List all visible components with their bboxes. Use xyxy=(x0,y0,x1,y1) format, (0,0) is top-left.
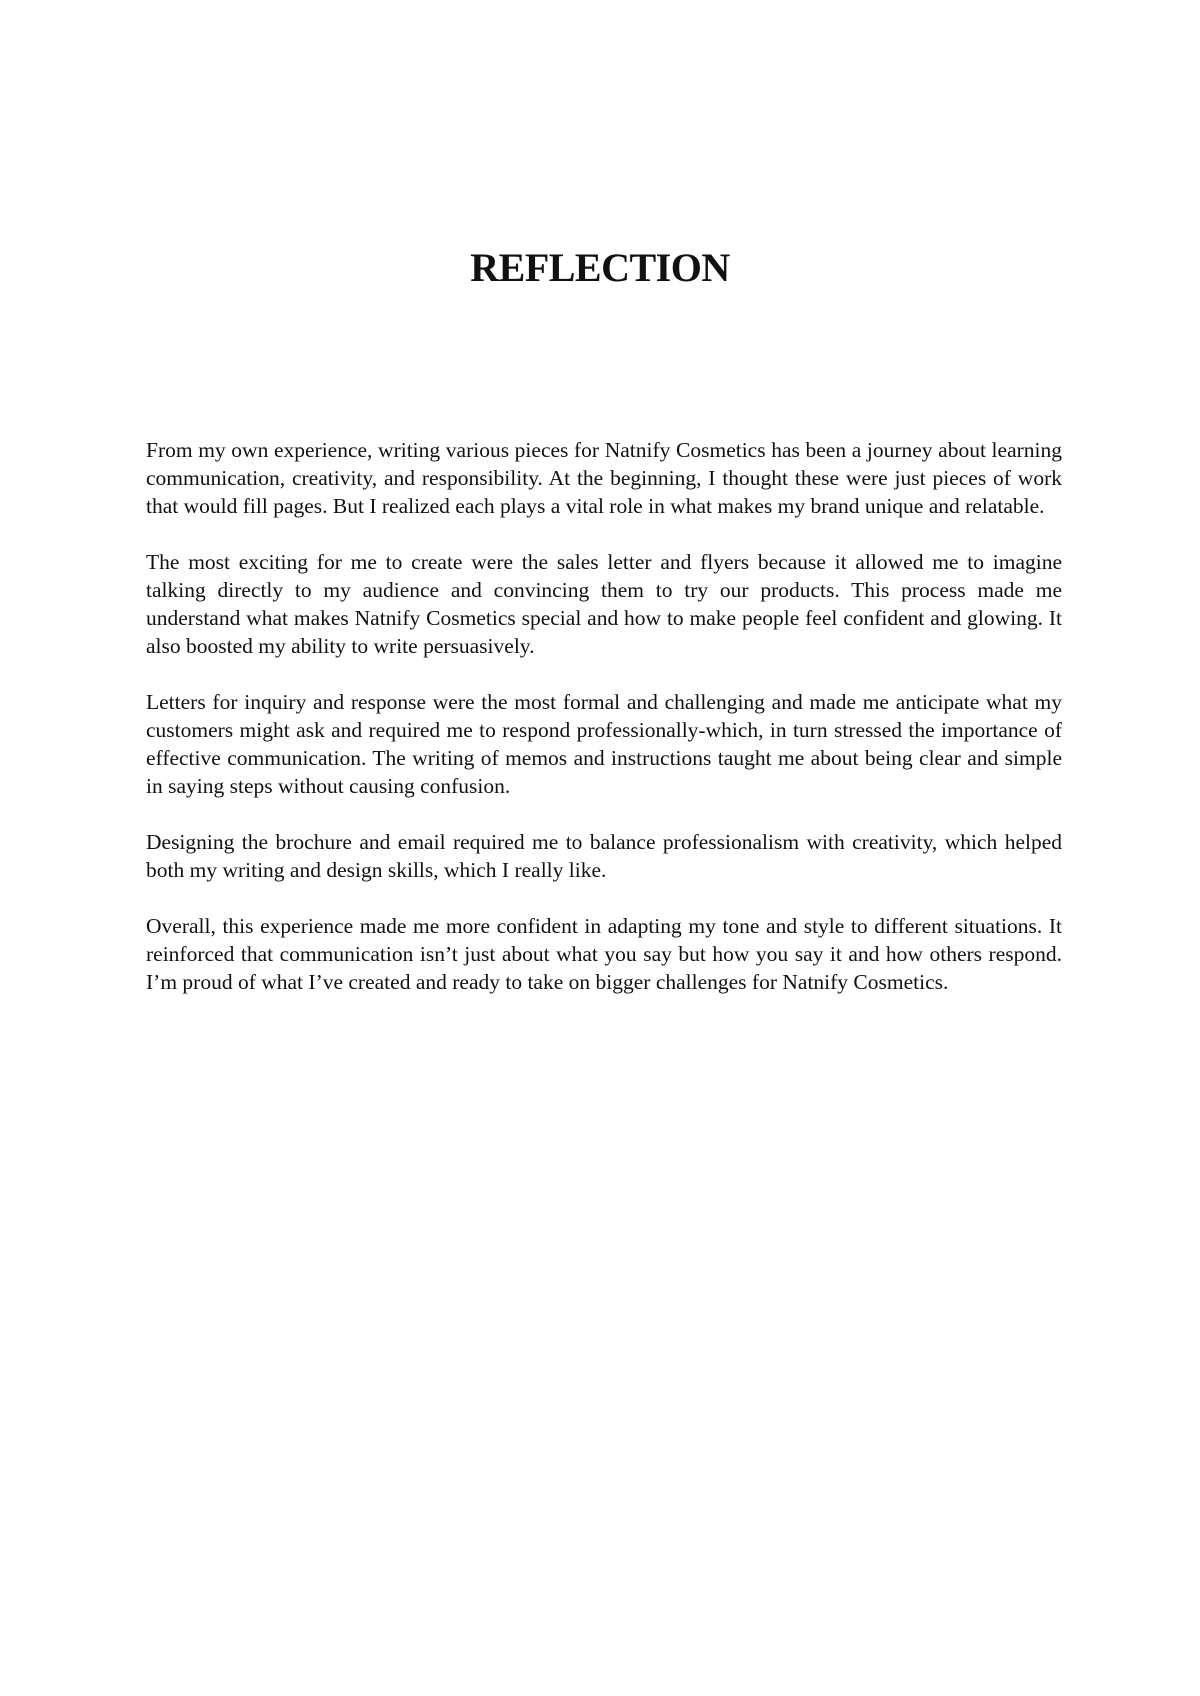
page-title: REFLECTION xyxy=(470,245,730,290)
paragraph-3: Letters for inquiry and response were the most formal and challenging and made me anticipate what my customers might ask and required me to respond professionally-which, in turn stressed the importance of effective communication. The writing of memos and instructions taught me about being clear and simple in saying steps without causing confusion. xyxy=(146,690,1062,798)
reflection-body xyxy=(146,436,1062,1024)
paragraph-5: Overall, this experience made me more confident in adapting my tone and style to different situations. It reinforced that communication isn’t just about what you say but how you say it and how others respond. I’m proud of what I’ve created and ready to take on bigger challenges for Natnify Cosmetics. xyxy=(146,914,1062,994)
paragraph-4: Designing the brochure and email required me to balance professionalism with creativity, which helped both my writing and design skills, which I really like. xyxy=(146,830,1062,882)
paragraph-1: From my own experience, writing various pieces for Natnify Cosmetics has been a journey about learning communication, creativity, and responsibility. At the beginning, I thought these were just pieces of work that would fill pages. But I realized each plays a vital role in what makes my brand unique and relatable. xyxy=(146,438,1062,518)
paragraph-2: The most exciting for me to create were the sales letter and flyers because it allowed me to imagine talking directly to my audience and convincing them to try our products. This process made me understand what makes Natnify Cosmetics special and how to make people feel confident and glowing. It also boosted my ability to write persuasively. xyxy=(146,550,1062,658)
